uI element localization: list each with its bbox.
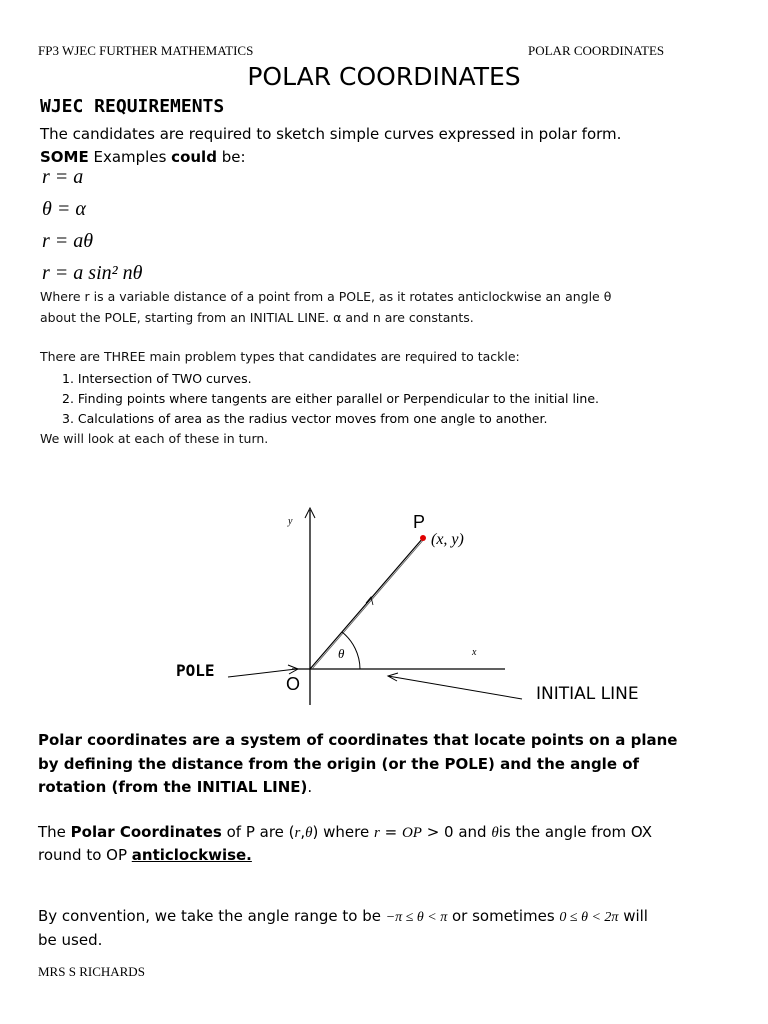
convention-mid: or sometimes — [447, 907, 560, 925]
equation-2: θ = α — [42, 198, 86, 220]
definition-line-3 — [38, 778, 312, 796]
x-axis-label: x — [472, 647, 477, 658]
examples-end: be: — [216, 148, 246, 166]
polar-def-line-1 — [38, 823, 652, 842]
polar-def-gt: > 0 and — [421, 823, 492, 841]
point-p-label: P — [413, 512, 426, 532]
definition-line-2: by defining the distance from the origin (or the POLE) and the angle of — [38, 755, 640, 773]
requirements-intro: The candidates are required to sketch simple curves expressed in polar form. — [40, 125, 622, 143]
page-title: POLAR COORDINATES — [247, 62, 521, 91]
pole-label: POLE — [176, 661, 215, 680]
point-p-coords: (x, y) — [431, 531, 464, 548]
polar-def-line-2-text: round to OP — [38, 846, 132, 864]
polar-def-eq: = — [379, 823, 402, 841]
polar-def-bold: Polar Coordinates — [70, 823, 222, 841]
equation-1: r = a — [42, 166, 84, 188]
equation-4: r = a sin² nθ — [42, 262, 143, 284]
radius-vector-arrow — [366, 597, 373, 605]
polar-def-theta: θ — [305, 825, 313, 841]
polar-def-comma: , — [300, 823, 306, 841]
radius-vector-shadow — [312, 538, 425, 669]
requirements-heading: WJEC REQUIREMENTS — [40, 96, 225, 117]
convention-range-1: −π ≤ θ < π — [385, 910, 448, 925]
polar-def-after: ) where — [312, 823, 374, 841]
header-left: FP3 WJEC FURTHER MATHEMATICS — [38, 43, 254, 58]
problems-outro: We will look at each of these in turn. — [40, 431, 269, 446]
polar-def-r2: r — [373, 825, 380, 841]
definition-line-3-period: . — [307, 778, 313, 796]
problem-item-1: 1. Intersection of TWO curves. — [62, 371, 252, 386]
angle-theta-label: θ — [338, 646, 345, 661]
radius-vector — [310, 538, 423, 669]
convention-line-1 — [38, 907, 648, 926]
equation-3: r = aθ — [42, 230, 94, 252]
polar-def-line-2 — [38, 846, 252, 864]
definition-line-3-text: rotation (from the INITIAL LINE) — [38, 778, 308, 796]
polar-def-op: OP — [401, 825, 422, 841]
description-line-2: about the POLE, starting from an INITIAL LINE. α and n are constants. — [40, 310, 474, 325]
point-p-marker — [420, 535, 426, 541]
header-right: POLAR COORDINATES — [528, 43, 665, 58]
origin-label: O — [286, 674, 301, 694]
convention-line-2: be used. — [38, 931, 103, 949]
definition-line-1: Polar coordinates are a system of coordinates that locate points on a plane — [38, 731, 678, 749]
examples-some: SOME — [40, 148, 89, 166]
description-line-1: Where r is a variable distance of a point from a POLE, as it rotates anticlockwise an angle θ — [40, 289, 612, 304]
polar-def-r: r — [294, 825, 301, 841]
polar-def-mid: of P are ( — [221, 823, 295, 841]
problems-intro: There are THREE main problem types that candidates are required to tackle: — [40, 349, 520, 364]
convention-range-2: 0 ≤ θ < 2π — [559, 910, 619, 925]
polar-def-theta2: θ — [491, 825, 499, 841]
initial-line-pointer — [388, 676, 522, 699]
convention-start: By convention, we take the angle range to be — [38, 907, 386, 925]
convention-end: will — [618, 907, 648, 925]
examples-mid: Examples — [88, 148, 172, 166]
angle-arc — [342, 632, 360, 669]
polar-def-the: The — [38, 823, 71, 841]
initial-line-label: INITIAL LINE — [536, 684, 639, 704]
problem-item-2: 2. Finding points where tangents are either parallel or Perpendicular to the initial line. — [62, 391, 599, 406]
polar-def-rest: is the angle from OX — [498, 823, 653, 841]
footer-author: MRS S RICHARDS — [38, 964, 145, 979]
y-axis-label: y — [288, 516, 293, 527]
examples-could: could — [171, 148, 217, 166]
problem-item-3: 3. Calculations of area as the radius vector moves from one angle to another. — [62, 411, 548, 426]
polar-def-anticlockwise: anticlockwise. — [131, 846, 252, 864]
